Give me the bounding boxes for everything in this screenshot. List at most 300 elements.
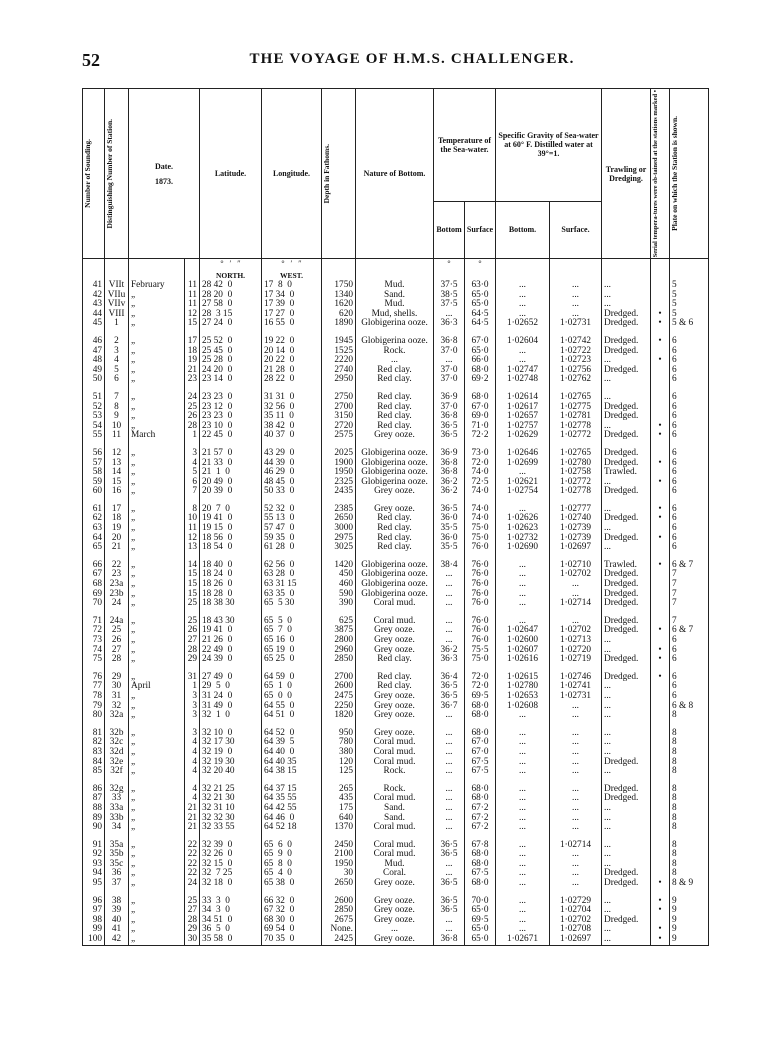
cell-gravity-bottom: ... xyxy=(496,468,550,478)
cell-sounding-number: 46 xyxy=(83,337,105,347)
cell-serial-marker xyxy=(651,711,670,721)
cell-trawling: Dredged. xyxy=(602,673,651,683)
cell-depth: 450 xyxy=(322,570,356,580)
cell-longitude: 65 38 0 xyxy=(262,879,322,889)
cell-temp-bottom: 37·0 xyxy=(434,375,465,385)
cell-day: 3 xyxy=(185,711,200,721)
cell-day: 12 xyxy=(185,310,200,320)
cell-bottom-nature: Coral mud. xyxy=(356,850,434,860)
cell-station-number: 12 xyxy=(105,449,129,459)
cell-gravity-surface: 1·02702 xyxy=(550,570,602,580)
cell-trawling: Dredged. xyxy=(602,655,651,665)
cell-gravity-surface: ... xyxy=(550,711,602,721)
cell-temp-bottom: 37·5 xyxy=(434,281,465,291)
cell-trawling: Trawled. xyxy=(602,561,651,571)
cell-month: „ xyxy=(129,841,185,851)
cell-gravity-bottom: ... xyxy=(496,347,550,357)
cell-longitude: 64 39 5 xyxy=(262,738,322,748)
cell-depth: 1525 xyxy=(322,347,356,357)
cell-serial-marker xyxy=(651,767,670,777)
cell-plate: 5 xyxy=(670,281,709,291)
cell-latitude: 34 51 0 xyxy=(200,916,262,926)
cell-station-number: 37 xyxy=(105,879,129,889)
cell-temp-surface: 68·0 xyxy=(465,711,496,721)
cell-longitude: 32 56 0 xyxy=(262,403,322,413)
cell-bottom-nature: Coral mud. xyxy=(356,738,434,748)
cell-depth: 2675 xyxy=(322,916,356,926)
cell-station-number: 23a xyxy=(105,580,129,590)
cell-depth: 3000 xyxy=(322,524,356,534)
cell-gravity-bottom: ... xyxy=(496,580,550,590)
cell-latitude: 22 45 0 xyxy=(200,431,262,441)
cell-sounding-number: 82 xyxy=(83,738,105,748)
cell-longitude: 70 35 0 xyxy=(262,935,322,945)
cell-longitude: 16 55 0 xyxy=(262,319,322,329)
cell-sounding-number: 70 xyxy=(83,599,105,609)
cell-trawling: ... xyxy=(602,422,651,432)
cell-longitude: 65 9 0 xyxy=(262,850,322,860)
cell-bottom-nature: Red clay. xyxy=(356,543,434,553)
cell-gravity-surface: 1·02765 xyxy=(550,449,602,459)
cell-station-number: 32b xyxy=(105,729,129,739)
cell-serial-marker xyxy=(651,291,670,301)
cell-depth: 1900 xyxy=(322,459,356,469)
cell-serial-marker xyxy=(651,487,670,497)
cell-bottom-nature: Rock. xyxy=(356,767,434,777)
cell-gravity-bottom: ... xyxy=(496,767,550,777)
cell-temp-surface: 67·2 xyxy=(465,814,496,824)
cell-day: 28 xyxy=(185,422,200,432)
cell-depth: 1945 xyxy=(322,337,356,347)
cell-serial-marker: • xyxy=(651,897,670,907)
cell-longitude: 65 1 0 xyxy=(262,682,322,692)
cell-day: 12 xyxy=(185,534,200,544)
cell-longitude: 20 14 0 xyxy=(262,347,322,357)
cell-plate: 6 xyxy=(670,403,709,413)
cell-longitude: 65 5 0 xyxy=(262,617,322,627)
cell-trawling: ... xyxy=(602,543,651,553)
cell-plate: 6 xyxy=(670,543,709,553)
cell-temp-bottom: ... xyxy=(434,869,465,879)
cell-plate: 6 xyxy=(670,682,709,692)
cell-day: 5 xyxy=(185,468,200,478)
cell-trawling: Dredged. xyxy=(602,590,651,600)
cell-plate: 6 xyxy=(670,431,709,441)
cell-station-number: 16 xyxy=(105,487,129,497)
cell-trawling: ... xyxy=(602,281,651,291)
cell-day: 4 xyxy=(185,738,200,748)
cell-month: „ xyxy=(129,823,185,833)
cell-station-number: 33b xyxy=(105,814,129,824)
cell-station-number: 17 xyxy=(105,505,129,515)
cell-day: 4 xyxy=(185,794,200,804)
cell-depth: 2740 xyxy=(322,366,356,376)
cell-depth: 460 xyxy=(322,580,356,590)
cell-depth: 3875 xyxy=(322,626,356,636)
cell-plate: 6 xyxy=(670,524,709,534)
cell-trawling: ... xyxy=(602,850,651,860)
cell-day: 11 xyxy=(185,281,200,291)
page-number: 52 xyxy=(82,50,100,70)
cell-trawling: ... xyxy=(602,375,651,385)
cell-sounding-number: 75 xyxy=(83,655,105,665)
cell-longitude: 17 8 0 xyxy=(262,281,322,291)
cell-temp-surface: 72·0 xyxy=(465,682,496,692)
cell-station-number: 33 xyxy=(105,794,129,804)
cell-longitude: 64 38 15 xyxy=(262,767,322,777)
cell-sounding-number: 59 xyxy=(83,478,105,488)
header-latitude: Latitude. xyxy=(200,89,262,259)
cell-temp-bottom: 36·5 xyxy=(434,505,465,515)
cell-day: 11 xyxy=(185,300,200,310)
cell-gravity-bottom: ... xyxy=(496,617,550,627)
cell-plate: 6 xyxy=(670,487,709,497)
cell-depth: 1950 xyxy=(322,860,356,870)
cell-depth: 950 xyxy=(322,729,356,739)
cell-month: „ xyxy=(129,711,185,721)
cell-temp-bottom: ... xyxy=(434,860,465,870)
cell-longitude: 17 34 0 xyxy=(262,291,322,301)
cell-temp-bottom: 36·9 xyxy=(434,449,465,459)
cell-month: „ xyxy=(129,935,185,945)
cell-temp-surface: 76·0 xyxy=(465,617,496,627)
cell-latitude: 24 39 0 xyxy=(200,655,262,665)
cell-bottom-nature: Grey ooze. xyxy=(356,702,434,712)
cell-depth: 3025 xyxy=(322,543,356,553)
cell-latitude: 25 52 0 xyxy=(200,337,262,347)
cell-latitude: 19 15 0 xyxy=(200,524,262,534)
cell-depth: 2650 xyxy=(322,879,356,889)
cell-plate: 6 xyxy=(670,505,709,515)
cell-gravity-surface: 1·02762 xyxy=(550,375,602,385)
cell-plate: 6 xyxy=(670,449,709,459)
cell-plate: 6 xyxy=(670,356,709,366)
cell-trawling: ... xyxy=(602,814,651,824)
cell-station-number: 14 xyxy=(105,468,129,478)
cell-gravity-surface: ... xyxy=(550,850,602,860)
cell-longitude: 38 42 0 xyxy=(262,422,322,432)
cell-serial-marker: • xyxy=(651,431,670,441)
cell-station-number: 35b xyxy=(105,850,129,860)
cell-plate: 5 xyxy=(670,310,709,320)
cell-gravity-bottom: ... xyxy=(496,356,550,366)
cell-latitude: 21 33 0 xyxy=(200,459,262,469)
cell-month: „ xyxy=(129,897,185,907)
cell-temp-bottom: ... xyxy=(434,804,465,814)
cell-month: „ xyxy=(129,580,185,590)
cell-gravity-surface: 1·02708 xyxy=(550,925,602,935)
cell-latitude: 32 7 25 xyxy=(200,869,262,879)
cell-latitude: 32 1 0 xyxy=(200,711,262,721)
cell-sounding-number: 64 xyxy=(83,534,105,544)
header-longitude: Longitude. xyxy=(262,89,322,259)
cell-station-number: 5 xyxy=(105,366,129,376)
cell-plate: 6 xyxy=(670,412,709,422)
cell-station-number: 20 xyxy=(105,534,129,544)
cell-bottom-nature: Sand. xyxy=(356,814,434,824)
cell-depth: 2600 xyxy=(322,897,356,907)
cell-plate: 7 xyxy=(670,590,709,600)
cell-day: 21 xyxy=(185,823,200,833)
cell-day: 29 xyxy=(185,925,200,935)
cell-gravity-bottom: 1·02623 xyxy=(496,524,550,534)
cell-depth: 2850 xyxy=(322,655,356,665)
cell-month: „ xyxy=(129,860,185,870)
cell-plate: 6 xyxy=(670,393,709,403)
cell-depth: 2960 xyxy=(322,646,356,656)
cell-month: „ xyxy=(129,459,185,469)
cell-longitude: 62 56 0 xyxy=(262,561,322,571)
cell-latitude: 32 21 30 xyxy=(200,794,262,804)
cell-plate: 8 xyxy=(670,841,709,851)
cell-station-number: 35a xyxy=(105,841,129,851)
cell-temp-bottom: ... xyxy=(434,767,465,777)
header-date: Date. 1873. xyxy=(129,89,200,259)
cell-temp-surface: 72·2 xyxy=(465,431,496,441)
cell-sounding-number: 73 xyxy=(83,636,105,646)
cell-longitude: 21 28 0 xyxy=(262,366,322,376)
cell-latitude: 33 3 0 xyxy=(200,897,262,907)
cell-sounding-number: 55 xyxy=(83,431,105,441)
cell-station-number: 27 xyxy=(105,646,129,656)
cell-month: „ xyxy=(129,534,185,544)
cell-latitude: 32 21 25 xyxy=(200,785,262,795)
cell-bottom-nature: Grey ooze. xyxy=(356,646,434,656)
cell-serial-marker xyxy=(651,850,670,860)
cell-plate: 6 xyxy=(670,375,709,385)
cell-bottom-nature: Grey ooze. xyxy=(356,487,434,497)
temp-surface-units: ° xyxy=(465,259,496,272)
cell-serial-marker: • xyxy=(651,505,670,515)
cell-latitude: 18 24 0 xyxy=(200,570,262,580)
cell-bottom-nature: Grey ooze. xyxy=(356,935,434,945)
cell-gravity-bottom: ... xyxy=(496,748,550,758)
cell-temp-bottom: ... xyxy=(434,794,465,804)
cell-plate: 7 xyxy=(670,580,709,590)
cell-depth: 1620 xyxy=(322,300,356,310)
cell-month: „ xyxy=(129,729,185,739)
cell-temp-bottom: 36·2 xyxy=(434,478,465,488)
cell-serial-marker xyxy=(651,785,670,795)
cell-serial-marker: • xyxy=(651,514,670,524)
cell-month: „ xyxy=(129,422,185,432)
cell-trawling: ... xyxy=(602,767,651,777)
cell-gravity-bottom: ... xyxy=(496,590,550,600)
cell-trawling: Dredged. xyxy=(602,570,651,580)
longitude-hemisphere: WEST. xyxy=(262,271,322,281)
cell-plate: 5 xyxy=(670,300,709,310)
cell-sounding-number: 56 xyxy=(83,449,105,459)
cell-temp-surface: 75·0 xyxy=(465,534,496,544)
cell-plate: 6 & 8 xyxy=(670,702,709,712)
cell-day: 25 xyxy=(185,403,200,413)
cell-day: 17 xyxy=(185,337,200,347)
cell-plate: 8 xyxy=(670,785,709,795)
cell-trawling: Dredged. xyxy=(602,514,651,524)
cell-latitude: 18 38 30 xyxy=(200,599,262,609)
cell-trawling: Dredged. xyxy=(602,580,651,590)
cell-sounding-number: 88 xyxy=(83,804,105,814)
cell-month: „ xyxy=(129,570,185,580)
cell-trawling: Dredged. xyxy=(602,879,651,889)
cell-latitude: 29 5 0 xyxy=(200,682,262,692)
cell-day: 22 xyxy=(185,850,200,860)
cell-depth: 2250 xyxy=(322,702,356,712)
cell-trawling: Dredged. xyxy=(602,487,651,497)
cell-sounding-number: 50 xyxy=(83,375,105,385)
cell-gravity-bottom: ... xyxy=(496,291,550,301)
cell-bottom-nature: Red clay. xyxy=(356,403,434,413)
cell-temp-bottom: 36·0 xyxy=(434,514,465,524)
cell-gravity-surface: ... xyxy=(550,804,602,814)
cell-gravity-bottom: ... xyxy=(496,841,550,851)
cell-sounding-number: 91 xyxy=(83,841,105,851)
cell-trawling: ... xyxy=(602,682,651,692)
cell-plate: 6 & 7 xyxy=(670,626,709,636)
table-row xyxy=(83,431,709,441)
cell-temp-bottom: 36·3 xyxy=(434,655,465,665)
cell-serial-marker: • xyxy=(651,935,670,945)
cell-plate: 8 xyxy=(670,794,709,804)
cell-bottom-nature: Red clay. xyxy=(356,673,434,683)
cell-plate: 8 xyxy=(670,850,709,860)
cell-serial-marker xyxy=(651,393,670,403)
cell-longitude: 65 4 0 xyxy=(262,869,322,879)
cell-temp-surface: 66·0 xyxy=(465,356,496,366)
table-row xyxy=(83,319,709,329)
cell-depth: 1370 xyxy=(322,823,356,833)
cell-depth: 1340 xyxy=(322,291,356,301)
cell-gravity-bottom: 1·02757 xyxy=(496,422,550,432)
cell-gravity-bottom: ... xyxy=(496,738,550,748)
cell-gravity-surface: 1·02739 xyxy=(550,524,602,534)
cell-day: 25 xyxy=(185,617,200,627)
cell-day: 22 xyxy=(185,869,200,879)
cell-bottom-nature: Globigerina ooze. xyxy=(356,319,434,329)
cell-gravity-bottom: 1·02617 xyxy=(496,403,550,413)
cell-month: „ xyxy=(129,449,185,459)
cell-bottom-nature: Coral mud. xyxy=(356,841,434,851)
cell-station-number: 22 xyxy=(105,561,129,571)
cell-temp-surface: 74·0 xyxy=(465,514,496,524)
cell-bottom-nature: Globigerina ooze. xyxy=(356,468,434,478)
cell-gravity-bottom: ... xyxy=(496,916,550,926)
cell-sounding-number: 41 xyxy=(83,281,105,291)
cell-plate: 7 xyxy=(670,617,709,627)
cell-bottom-nature: Coral. xyxy=(356,869,434,879)
cell-day: 21 xyxy=(185,814,200,824)
cell-station-number: 33a xyxy=(105,804,129,814)
cell-station-number: 29 xyxy=(105,673,129,683)
cell-temp-bottom: 37·0 xyxy=(434,366,465,376)
cell-temp-surface: 68·0 xyxy=(465,860,496,870)
cell-gravity-surface: 1·02714 xyxy=(550,599,602,609)
cell-longitude: 44 39 0 xyxy=(262,459,322,469)
table-row xyxy=(83,823,709,833)
cell-bottom-nature: ... xyxy=(356,925,434,935)
cell-gravity-bottom: ... xyxy=(496,711,550,721)
cell-month: „ xyxy=(129,291,185,301)
cell-day: 4 xyxy=(185,767,200,777)
cell-temp-bottom: 35·5 xyxy=(434,524,465,534)
cell-plate: 9 xyxy=(670,925,709,935)
cell-bottom-nature: Red clay. xyxy=(356,655,434,665)
cell-longitude: 67 32 0 xyxy=(262,906,322,916)
cell-gravity-surface: 1·02781 xyxy=(550,412,602,422)
cell-plate: 5 & 6 xyxy=(670,319,709,329)
header-depth: Depth in Fathoms. xyxy=(322,89,356,259)
cell-gravity-surface: ... xyxy=(550,580,602,590)
cell-serial-marker xyxy=(651,860,670,870)
cell-longitude: 66 32 0 xyxy=(262,897,322,907)
cell-sounding-number: 66 xyxy=(83,561,105,571)
cell-serial-marker xyxy=(651,366,670,376)
cell-month: „ xyxy=(129,487,185,497)
cell-plate: 9 xyxy=(670,906,709,916)
cell-temp-surface: 65·0 xyxy=(465,935,496,945)
header-temperature: Temperature of the Sea-water. xyxy=(434,89,496,202)
cell-sounding-number: 99 xyxy=(83,925,105,935)
cell-temp-surface: 74·0 xyxy=(465,468,496,478)
cell-gravity-surface: 1·02723 xyxy=(550,356,602,366)
header-temp-surface: Surface xyxy=(465,201,496,259)
cell-trawling: Dredged. xyxy=(602,617,651,627)
cell-temp-surface: 68·0 xyxy=(465,702,496,712)
cell-gravity-bottom: ... xyxy=(496,879,550,889)
header-temp-bottom: Bottom xyxy=(434,201,465,259)
cell-month: „ xyxy=(129,561,185,571)
cell-trawling: Dredged. xyxy=(602,869,651,879)
cell-plate: 9 xyxy=(670,916,709,926)
cell-gravity-bottom: ... xyxy=(496,794,550,804)
cell-station-number: 32c xyxy=(105,738,129,748)
cell-day: 26 xyxy=(185,412,200,422)
cell-latitude: 18 56 0 xyxy=(200,534,262,544)
cell-serial-marker xyxy=(651,570,670,580)
header-specific-gravity: Specific Gravity of Sea-water at 60° F. Distilled water at 39°=1. xyxy=(496,89,602,202)
cell-depth: 120 xyxy=(322,758,356,768)
table-row xyxy=(83,375,709,385)
header-gravity-bottom: Bottom. xyxy=(496,201,550,259)
cell-gravity-surface: ... xyxy=(550,814,602,824)
cell-depth: 435 xyxy=(322,794,356,804)
cell-bottom-nature: Sand. xyxy=(356,291,434,301)
cell-plate: 6 xyxy=(670,655,709,665)
cell-day: 30 xyxy=(185,935,200,945)
cell-temp-surface: 68·0 xyxy=(465,879,496,889)
cell-gravity-bottom: 1·02604 xyxy=(496,337,550,347)
units-row xyxy=(83,259,709,272)
cell-sounding-number: 93 xyxy=(83,860,105,870)
cell-bottom-nature: Rock. xyxy=(356,347,434,357)
cell-day: 7 xyxy=(185,487,200,497)
cell-plate: 6 xyxy=(670,636,709,646)
cell-day: 15 xyxy=(185,590,200,600)
cell-gravity-surface: 1·02780 xyxy=(550,459,602,469)
cell-gravity-surface: 1·02778 xyxy=(550,487,602,497)
cell-plate: 8 xyxy=(670,814,709,824)
cell-gravity-surface: ... xyxy=(550,748,602,758)
cell-gravity-surface: 1·02731 xyxy=(550,692,602,702)
cell-station-number: 34 xyxy=(105,823,129,833)
cell-depth: 1890 xyxy=(322,319,356,329)
cell-plate: 8 xyxy=(670,804,709,814)
cell-trawling: ... xyxy=(602,692,651,702)
cell-temp-bottom: ... xyxy=(434,785,465,795)
running-head: THE VOYAGE OF H.M.S. CHALLENGER. xyxy=(249,51,575,67)
cell-latitude: 36 5 0 xyxy=(200,925,262,935)
cell-trawling: ... xyxy=(602,897,651,907)
